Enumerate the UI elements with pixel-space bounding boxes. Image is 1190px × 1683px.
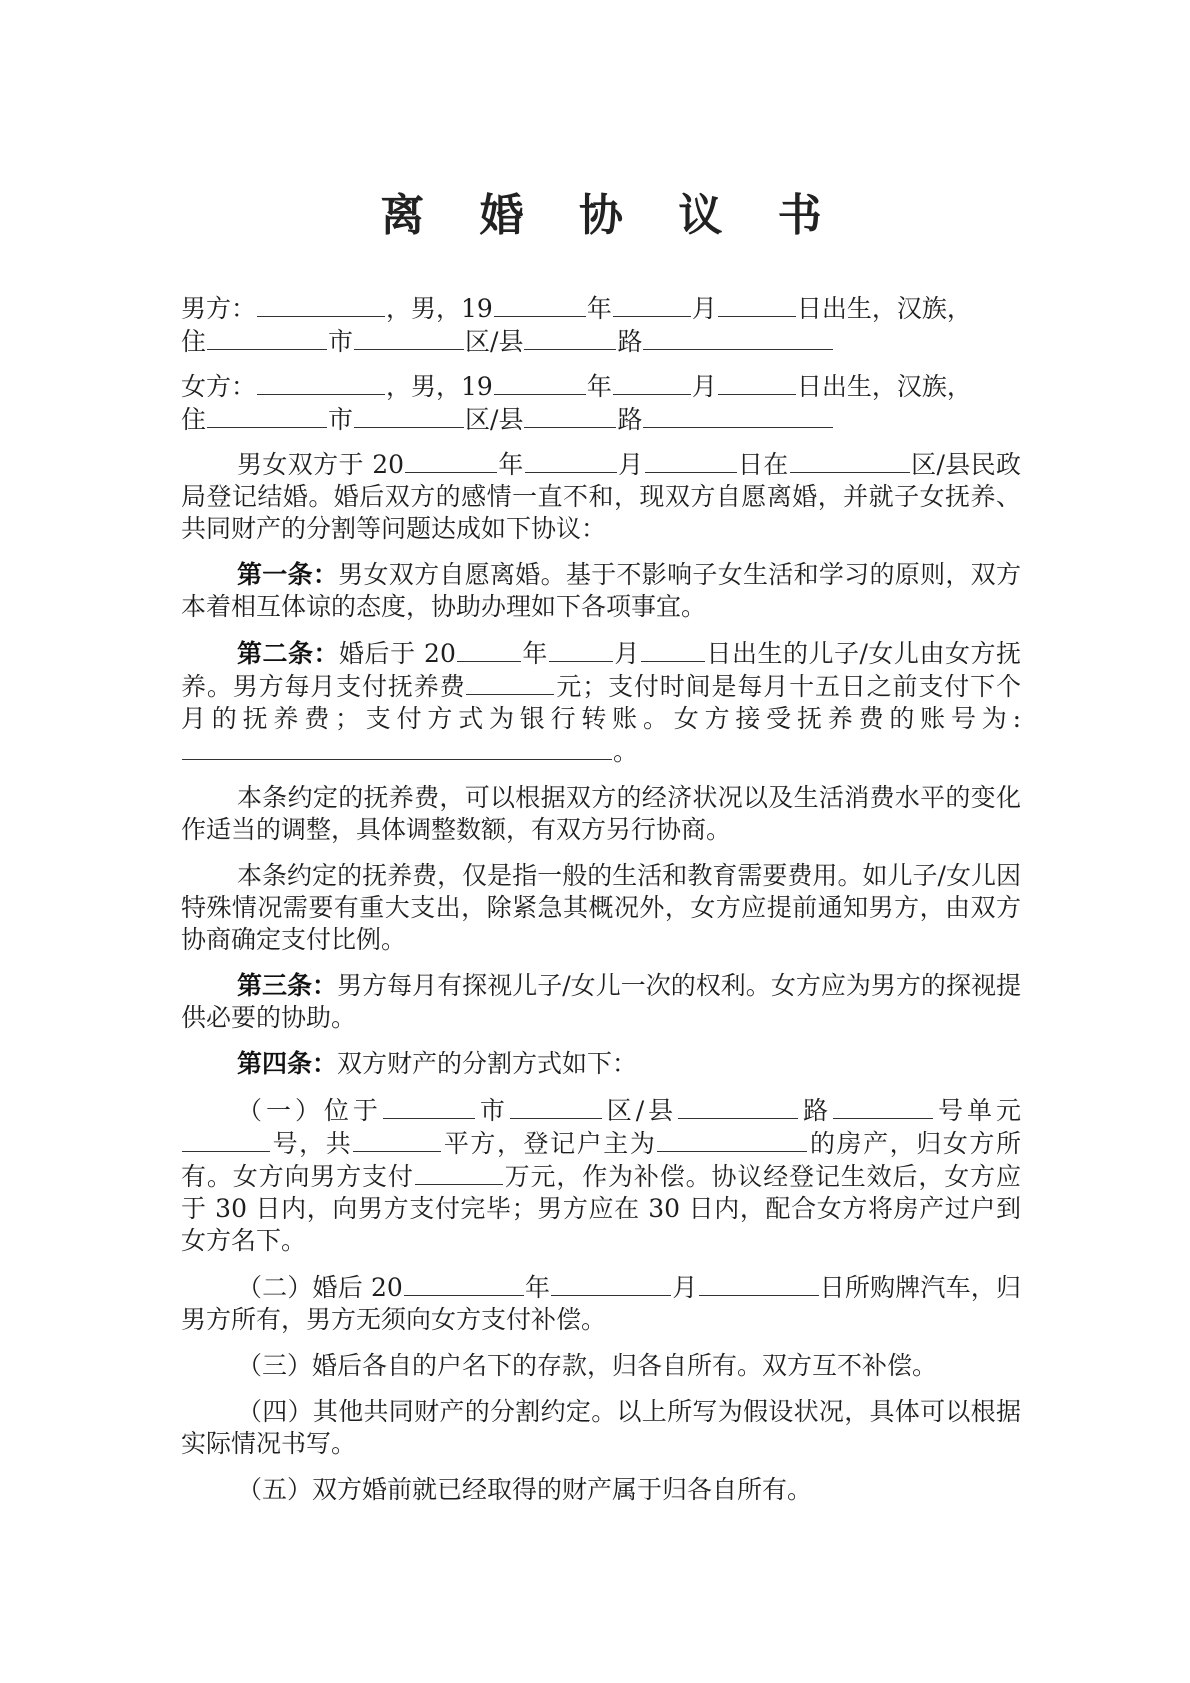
month-text: 月 (613, 639, 640, 668)
female-city-blank[interactable] (207, 403, 327, 428)
intro-paragraph (181, 448, 1021, 545)
car-purchase-day-blank[interactable] (699, 1271, 819, 1296)
male-birth-year-blank[interactable] (494, 292, 586, 317)
address-label: 住 (181, 405, 207, 434)
article-4 (181, 1048, 1021, 1080)
property-item-2 (181, 1271, 1021, 1336)
payment-text: 万元，作为补偿。协议经登记生效后，女方应于 30 日内，向男方支付完毕；男方应在 30 日内，配合女方将房产过户到女方名下。 (181, 1162, 1021, 1255)
article-2-note-2: 本条约定的抚养费，仅是指一般的生活和教育需要费用。如儿子/女儿因特殊情况需要有重大支出，除紧急其概况外，女方应提前通知男方，由双方协商确定支付比例。 (181, 861, 1021, 954)
child-birth-month-blank[interactable] (549, 637, 613, 662)
male-birth-month-blank[interactable] (613, 292, 691, 317)
marriage-month-blank[interactable] (525, 448, 617, 473)
child-support-amount-blank[interactable] (466, 670, 554, 695)
child-birth-year-blank[interactable] (457, 637, 521, 662)
article-3 (181, 970, 1021, 1034)
male-party-info (181, 292, 1021, 358)
article-2-text: 婚后于 20 (339, 639, 456, 668)
article-4-label: 第四条： (237, 1049, 338, 1078)
female-birth-year-blank[interactable] (494, 370, 586, 395)
year-text: 年 (521, 639, 548, 668)
female-birth-month-blank[interactable] (613, 370, 691, 395)
male-gender-text: ，男，19 (386, 294, 493, 323)
city-text: 市 (328, 405, 354, 434)
number-unit-text: 号单元 (934, 1096, 1021, 1125)
child-birth-day-blank[interactable] (641, 637, 705, 662)
year-text: 年 (498, 450, 524, 479)
male-city-blank[interactable] (207, 325, 327, 350)
city-text: 市 (475, 1096, 509, 1125)
property-item-4: （四）其他共同财产的分割约定。以上所写为假设状况，具体可以根据实际情况书写。 (181, 1397, 1021, 1458)
day-at-text: 日在 (737, 450, 789, 479)
property-item-1 (181, 1094, 1021, 1257)
birth-ethnicity-text: 日出生，汉族， (796, 294, 972, 323)
year-text: 年 (586, 372, 612, 401)
marriage-day-blank[interactable] (645, 448, 737, 473)
month-text: 月 (691, 294, 717, 323)
male-birth-day-blank[interactable] (718, 292, 796, 317)
registration-district-blank[interactable] (790, 448, 910, 473)
property-road-blank[interactable] (678, 1094, 798, 1119)
property-number-blank[interactable] (833, 1094, 933, 1119)
intro-rest-text: 区/县民政局登记结婚。婚后双方的感情一直不和，现双方自愿离婚，并就子女抚养、共同财产的分割等问题达成如下协议： (181, 450, 1021, 543)
female-road-blank[interactable] (524, 403, 616, 428)
article-3-label: 第三条： (237, 971, 338, 1000)
district-text: 区/县 (465, 327, 524, 356)
female-party-line1 (181, 370, 1021, 403)
birth-ethnicity-text: 日出生，汉族， (796, 372, 972, 401)
document-body (181, 292, 1021, 1520)
female-gender-text: ，男，19 (386, 372, 493, 401)
year-text: 年 (586, 294, 612, 323)
male-party-line2 (181, 325, 1021, 358)
male-road-blank[interactable] (524, 325, 616, 350)
property-city-blank[interactable] (383, 1094, 475, 1119)
owner-text: 的房产，归女方所有。女方向男方支付 (181, 1129, 1021, 1191)
month-text: 月 (617, 450, 644, 479)
road-text: 路 (617, 327, 643, 356)
city-text: 市 (328, 327, 354, 356)
article-4-text: 双方财产的分割方式如下： (337, 1049, 638, 1078)
month-text: 月 (672, 1273, 698, 1302)
article-1-label: 第一条： (237, 560, 339, 589)
male-name-blank[interactable] (257, 292, 385, 317)
district-text: 区/县 (465, 405, 524, 434)
item-2-rest-text: 日所购牌汽车，归男方所有，男方无须向女方支付补偿。 (181, 1273, 1021, 1334)
document-title: 离 婚 协 议 书 (380, 190, 842, 241)
item-2-text: （二）婚后 20 (237, 1273, 403, 1302)
male-address-detail-blank[interactable] (643, 325, 833, 350)
article-3-text: 男方每月有探视儿子/女儿一次的权利。女方应为男方的探视提供必要的协助。 (181, 971, 1021, 1032)
article-1 (181, 559, 1021, 623)
article-2-note-1: 本条约定的抚养费，可以根据双方的经济状况以及生活消费水平的变化作适当的调整，具体调整数额，有双方另行协商。 (181, 783, 1021, 844)
room-text: 号，共 (271, 1129, 353, 1158)
article-2-payment-text: 元；支付时间是每月十五日之前支付下个月的抚养费；支付方式为银行转账。女方接受抚养费的账号为: (181, 672, 1021, 733)
male-district-blank[interactable] (354, 325, 464, 350)
support-account-number-blank[interactable] (182, 735, 612, 760)
female-label: 女方： (181, 372, 257, 401)
article-2-custody-text: 日出生的儿子/女儿由女方抚养。男方每月支付抚养费 (181, 639, 1021, 701)
article-2 (181, 637, 1021, 768)
female-party-info (181, 370, 1021, 436)
car-purchase-month-blank[interactable] (551, 1271, 671, 1296)
item-1-text: （一）位于 (237, 1096, 382, 1125)
property-owner-blank[interactable] (657, 1127, 807, 1152)
female-district-blank[interactable] (354, 403, 464, 428)
marriage-year-blank[interactable] (405, 448, 497, 473)
male-label: 男方： (181, 294, 257, 323)
district-text: 区/县 (602, 1096, 678, 1125)
year-text: 年 (524, 1273, 551, 1302)
property-item-3: （三）婚后各自的户名下的存款，归各自所有。双方互不补偿。 (237, 1351, 938, 1380)
area-text: 平方，登记户主为 (442, 1129, 657, 1158)
property-unit-blank[interactable] (182, 1127, 270, 1152)
period-text: 。 (613, 737, 639, 766)
compensation-amount-blank[interactable] (415, 1160, 503, 1185)
address-label: 住 (181, 327, 207, 356)
road-text: 路 (799, 1096, 833, 1125)
road-text: 路 (617, 405, 643, 434)
male-party-line1 (181, 292, 1021, 325)
article-2-label: 第二条： (237, 639, 340, 668)
female-party-line2 (181, 403, 1021, 436)
month-text: 月 (691, 372, 717, 401)
property-district-blank[interactable] (510, 1094, 602, 1119)
property-area-blank[interactable] (353, 1127, 441, 1152)
article-1-text: 男女双方自愿离婚。基于不影响子女生活和学习的原则，双方本着相互体谅的态度，协助办理如下各项事宜。 (181, 560, 1021, 621)
female-name-blank[interactable] (257, 370, 385, 395)
intro-text: 男女双方于 20 (237, 450, 405, 479)
car-purchase-year-blank[interactable] (404, 1271, 524, 1296)
female-address-detail-blank[interactable] (643, 403, 833, 428)
property-item-5: （五）双方婚前就已经取得的财产属于归各自所有。 (237, 1475, 813, 1504)
female-birth-day-blank[interactable] (718, 370, 796, 395)
